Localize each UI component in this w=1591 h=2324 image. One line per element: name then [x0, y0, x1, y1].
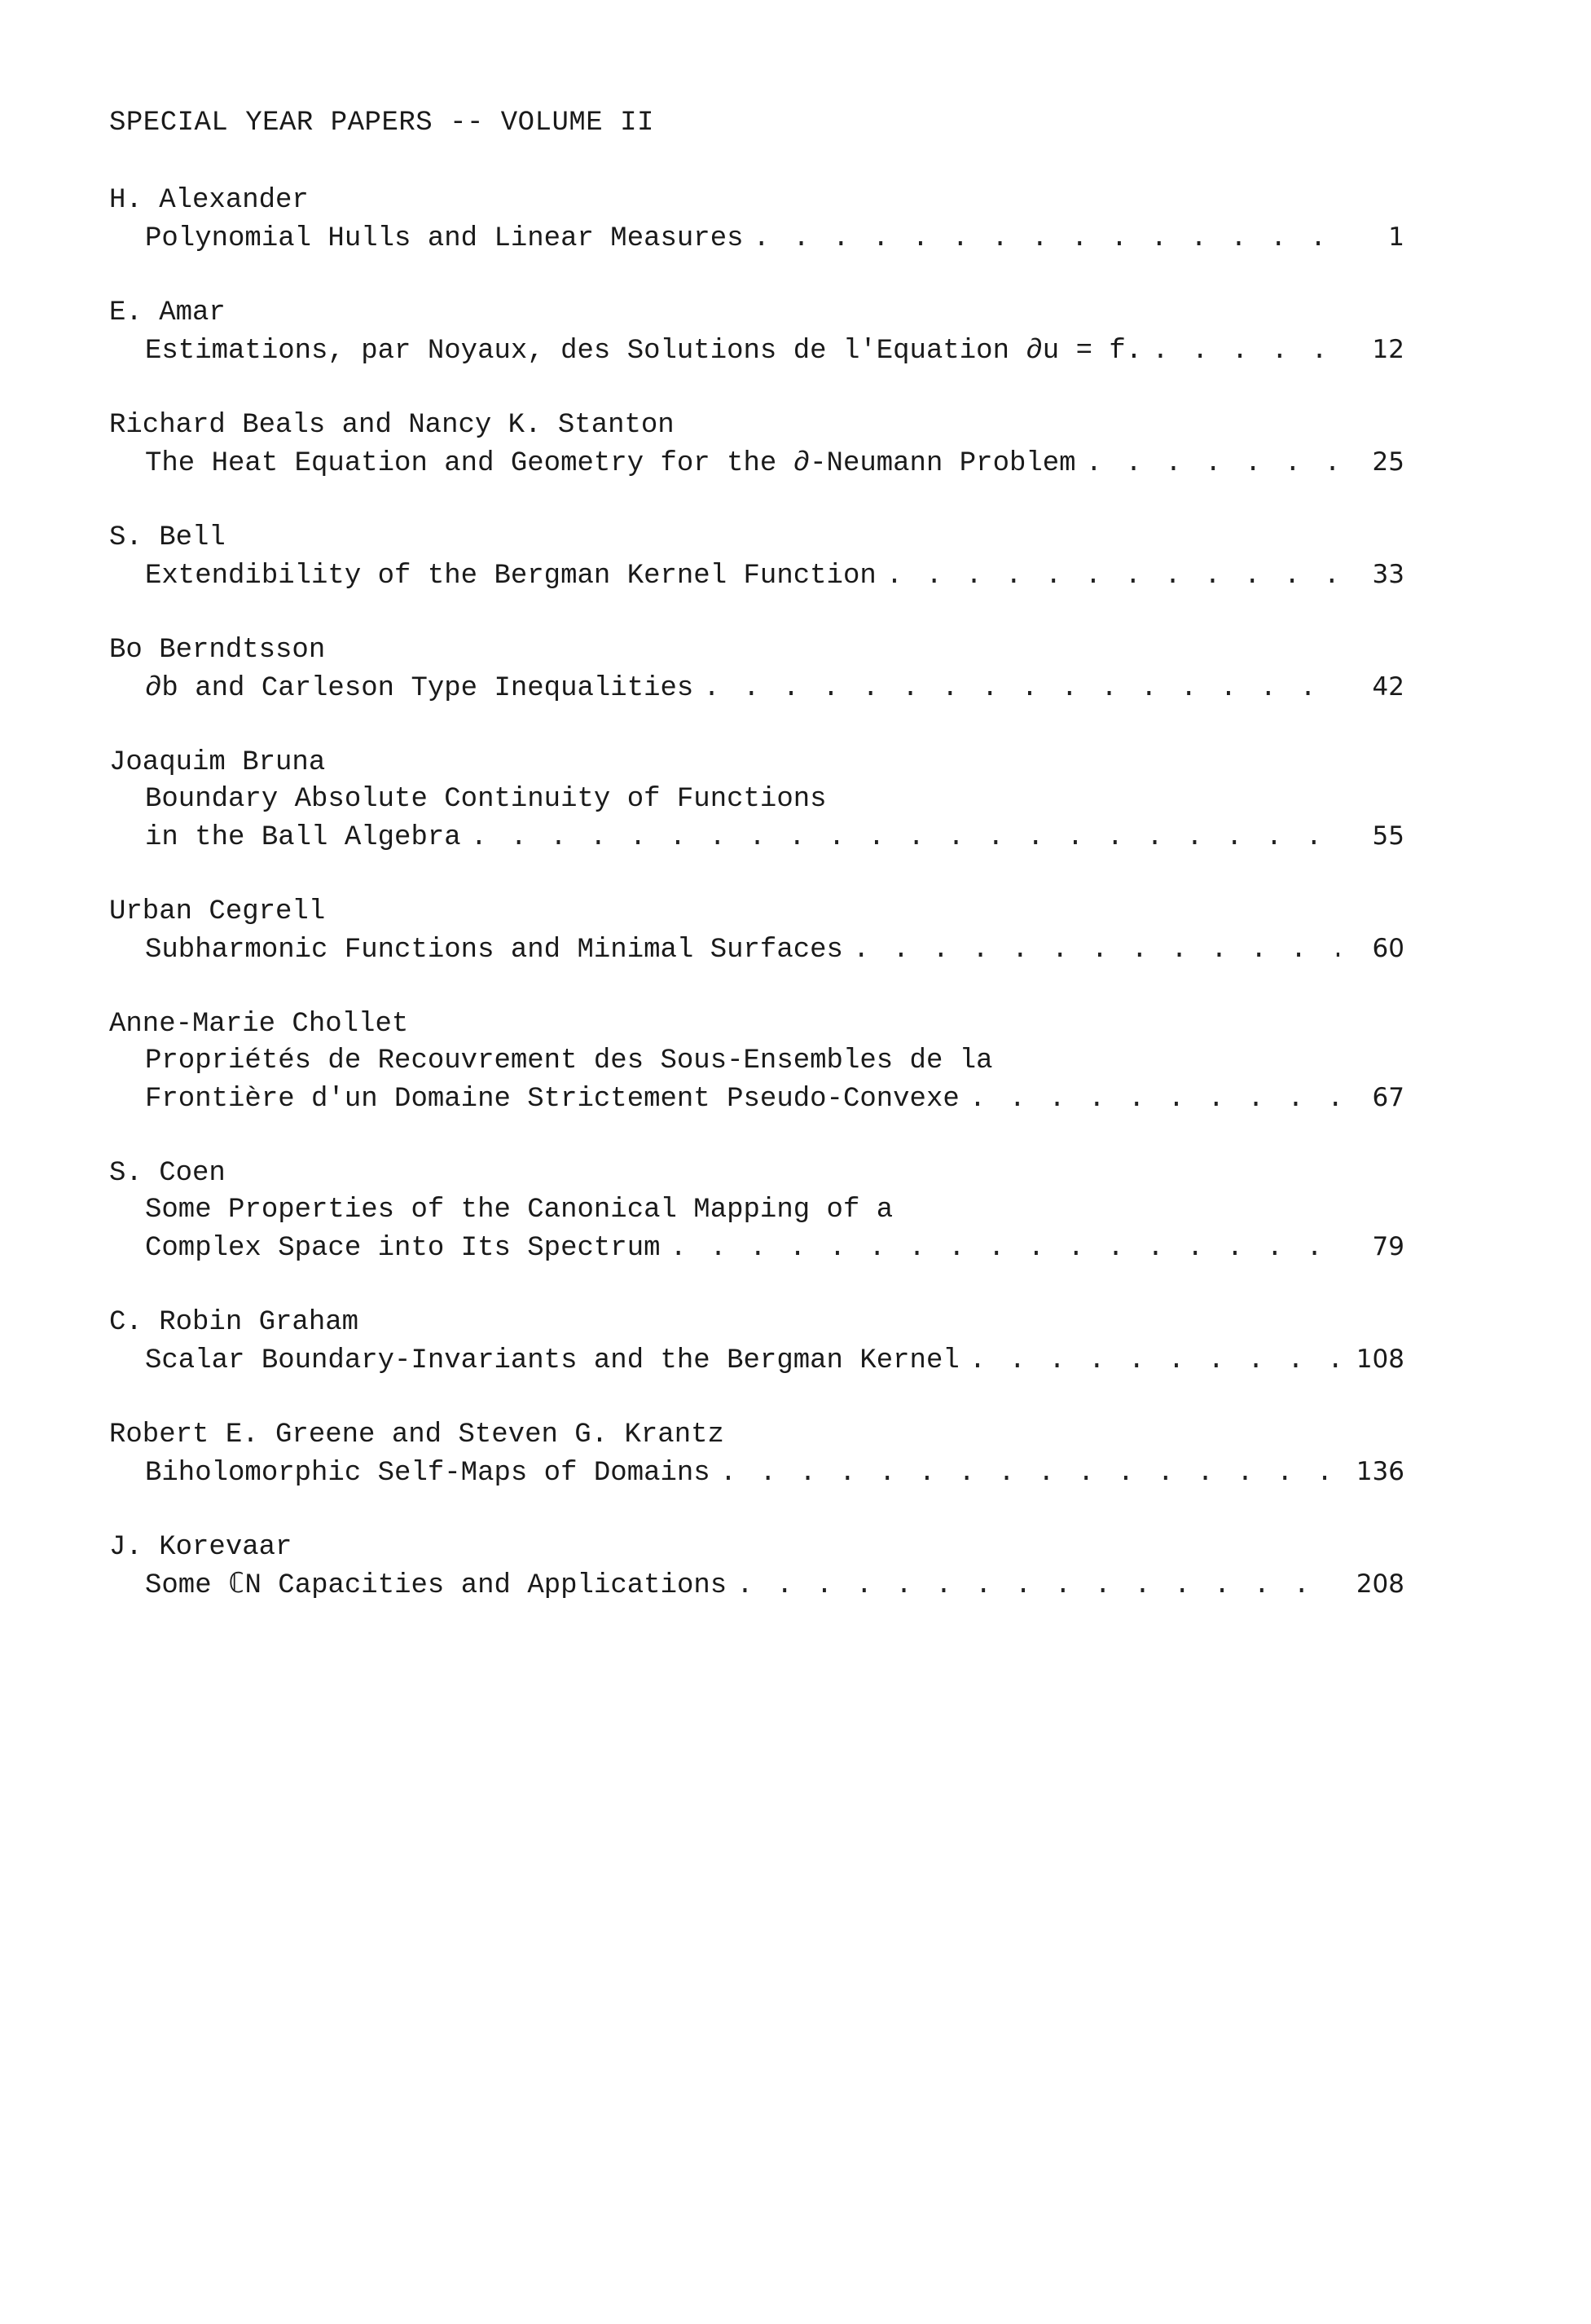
- entry-title-line: Boundary Absolute Continuity of Functions: [145, 784, 827, 815]
- entry-author: E. Amar: [109, 297, 226, 328]
- entry-title: Extendibility of the Bergman Kernel Function: [145, 561, 877, 592]
- entry-page-number: 60: [1372, 934, 1404, 963]
- toc-entry: [109, 183, 1404, 257]
- toc-entry: [109, 1006, 1404, 1118]
- entry-title: Estimations, par Noyaux, des Solutions de l'Equation ∂u = f.: [145, 336, 1143, 367]
- entry-page-number: 33: [1372, 560, 1404, 589]
- entry-page-number: 25: [1372, 447, 1404, 477]
- dot-leader: [853, 932, 1339, 969]
- dot-leader: [736, 1568, 1339, 1604]
- entry-author: S. Bell: [109, 522, 226, 553]
- toc-entry: [109, 1530, 1404, 1604]
- entry-title-line: Some Properties of the Canonical Mapping of a: [145, 1195, 894, 1226]
- entry-title-row: [109, 1341, 1404, 1380]
- entry-title-row: [109, 332, 1404, 370]
- entry-title-row: [109, 818, 1404, 856]
- entry-title-row: [109, 444, 1404, 482]
- entry-title: Complex Space into Its Spectrum: [145, 1233, 661, 1264]
- entry-page-number: 12: [1372, 335, 1404, 364]
- dot-leader: [969, 1343, 1339, 1380]
- entry-title: Scalar Boundary-Invariants and the Bergman Kernel: [145, 1345, 960, 1376]
- entry-title: in the Ball Algebra: [145, 822, 461, 853]
- dot-leader: [969, 1081, 1339, 1118]
- table-of-contents: [109, 104, 1404, 1642]
- dot-leader: [1086, 446, 1339, 482]
- page-title: SPECIAL YEAR PAPERS -- VOLUME II: [109, 108, 654, 139]
- entry-title-row: [109, 1454, 1404, 1492]
- toc-entry: [109, 520, 1404, 595]
- entry-page-number: 55: [1372, 821, 1404, 851]
- entry-title: Polynomial Hulls and Linear Measures: [145, 223, 744, 254]
- dot-leader: [1152, 333, 1339, 370]
- entry-title-row: [109, 1080, 1404, 1118]
- entry-page-number: 108: [1356, 1345, 1404, 1374]
- entry-author: J. Korevaar: [109, 1532, 292, 1563]
- entry-page-number: 1: [1388, 222, 1404, 252]
- toc-entry: [109, 894, 1404, 969]
- entry-title-row: [109, 219, 1404, 257]
- entry-page-number: 42: [1372, 672, 1404, 702]
- entry-author: H. Alexander: [109, 185, 309, 216]
- toc-entry: [109, 1155, 1404, 1267]
- toc-entry: [109, 1417, 1404, 1492]
- entry-page-number: 136: [1356, 1457, 1404, 1486]
- entry-author: S. Coen: [109, 1158, 226, 1189]
- entry-title-row: [109, 1229, 1404, 1267]
- entry-author: C. Robin Graham: [109, 1307, 359, 1338]
- dot-leader: [703, 671, 1339, 707]
- entry-author: Robert E. Greene and Steven G. Krantz: [109, 1419, 724, 1450]
- entry-page-number: 79: [1372, 1232, 1404, 1261]
- dot-leader: [471, 820, 1339, 856]
- entry-author: Richard Beals and Nancy K. Stanton: [109, 410, 675, 441]
- entry-title: Subharmonic Functions and Minimal Surfaces: [145, 935, 843, 966]
- entry-title-row: [109, 931, 1404, 969]
- entry-title-row: [109, 669, 1404, 707]
- entry-author: Urban Cegrell: [109, 896, 326, 927]
- entry-title-row: [109, 1566, 1404, 1604]
- entry-author: Anne-Marie Chollet: [109, 1009, 409, 1040]
- dot-leader: [886, 558, 1339, 595]
- dot-leader: [754, 221, 1339, 257]
- entry-title-line: Propriétés de Recouvrement des Sous-Ensembles de la: [145, 1045, 993, 1076]
- entry-title: ∂b and Carleson Type Inequalities: [145, 673, 694, 704]
- toc-entry: [109, 1305, 1404, 1380]
- entry-page-number: 67: [1372, 1083, 1404, 1112]
- toc-entry: [109, 632, 1404, 707]
- dot-leader: [670, 1230, 1339, 1267]
- entry-page-number: 208: [1356, 1569, 1404, 1599]
- entry-title: The Heat Equation and Geometry for the ∂-Neumann Problem: [145, 448, 1076, 479]
- dot-leader: [720, 1455, 1339, 1492]
- entry-title: Frontière d'un Domaine Strictement Pseudo-Convexe: [145, 1084, 960, 1115]
- toc-entry: [109, 407, 1404, 482]
- entry-author: Joaquim Bruna: [109, 747, 326, 778]
- entry-author: Bo Berndtsson: [109, 635, 326, 666]
- entry-title-row: [109, 557, 1404, 595]
- toc-entry: [109, 745, 1404, 856]
- entry-title: Some ℂN Capacities and Applications: [145, 1570, 727, 1601]
- toc-entry: [109, 295, 1404, 370]
- entry-title: Biholomorphic Self-Maps of Domains: [145, 1458, 710, 1489]
